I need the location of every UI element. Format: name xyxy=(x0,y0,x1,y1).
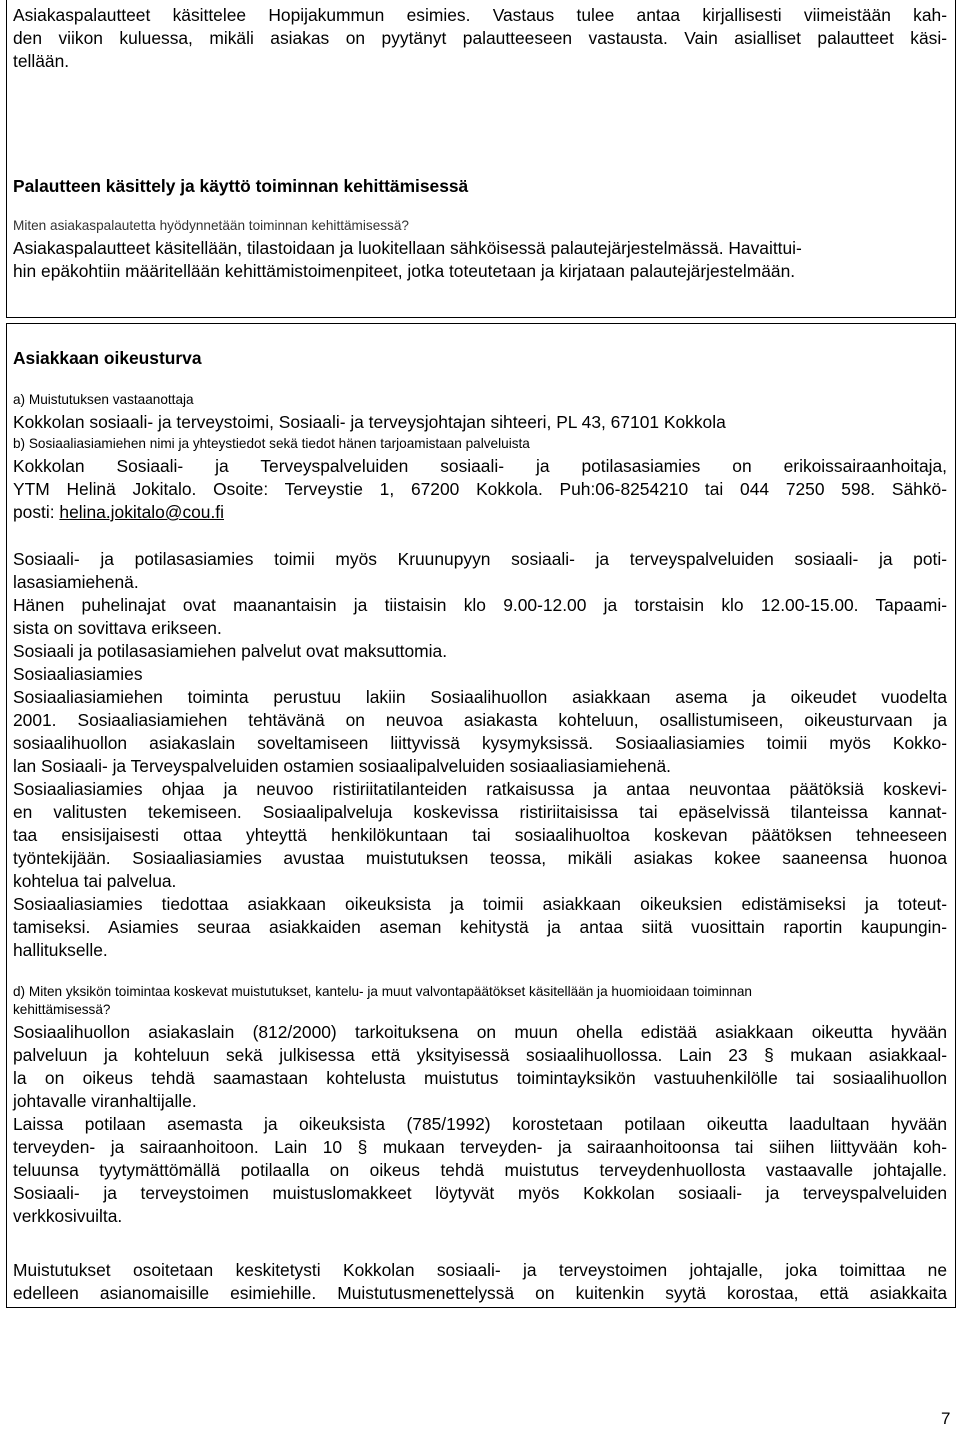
ombudsman-line-14: työntekijään. Sosiaaliasiamies avustaa muistutuksen teossa, mikäli asiakas kokee saaneensa huonoa xyxy=(13,848,947,868)
label-d-line-2: kehittämisessä? xyxy=(13,1002,111,1017)
intro-line-3: tellään. xyxy=(13,51,70,71)
ombudsman-line-10: lan Sosiaali- ja Terveyspalveluiden ostamien sosiaalipalveluiden sosiaaliasiamiehenä. xyxy=(13,756,672,776)
answer-b-line-3 xyxy=(13,501,947,524)
answer-d-line-8: Sosiaali- ja terveystoimen muistuslomakkeet löytyvät myös Kokkolan sosiaali- ja terveyspalveluiden xyxy=(13,1183,947,1203)
answer-d-line-6: terveyden- ja sairaanhoitoon. Lain 10 § mukaan terveyden- ja sairaanhoitoonsa tai siihen liittyvään koh- xyxy=(13,1137,947,1157)
page-number: 7 xyxy=(941,1409,951,1428)
ombudsman-line-7: Sosiaaliasiamiehen toiminta perustuu lakiin Sosiaalihuollon asiakkaan asema ja oikeudet vuodelta xyxy=(13,687,947,707)
email-link[interactable]: helina.jokitalo@cou.fi xyxy=(59,502,225,522)
answer-d-line-11: edelleen asianomaisille esimiehille. Muistutusmenettelyssä on kuitenkin syytä korostaa, että asiakkaita xyxy=(13,1283,947,1303)
answer-d-line-2: palveluun ja kohteluun sekä julkisessa että yksityisessä sosiaalihuollossa. Lain 23 § mukaan asiakkaal- xyxy=(13,1045,947,1065)
answer-d-line-7: teluunsa tyytymättömällä potilaalla on oikeus tehdä muistutus terveydenhuollosta vastaavalle johtajalle. xyxy=(13,1160,947,1180)
email-prefix: posti: xyxy=(13,502,60,522)
answer-d-line-1: Sosiaalihuollon asiakaslain (812/2000) tarkoituksena on muun ohella edistää asiakkaan oikeutta hyvään xyxy=(13,1022,947,1042)
answer-d-line-5: Laissa potilaan asemasta ja oikeuksista (785/1992) korostetaan potilaan oikeutta laadultaan hyvään xyxy=(13,1114,947,1134)
question-feedback: Miten asiakaspalautetta hyödynnetään toiminnan kehittämisessä? xyxy=(13,218,409,233)
answer-d-line-4: johtavalle viranhaltijalle. xyxy=(13,1091,197,1111)
feedback-answer-line-1: Asiakaspalautteet käsitellään, tilastoidaan ja luokitellaan sähköisessä palautejärjestelmässä. Havaittui- xyxy=(13,238,802,258)
label-b: b) Sosiaaliasiamiehen nimi ja yhteystiedot sekä tiedot hänen tarjoamistaan palveluista xyxy=(13,436,530,451)
ombudsman-line-3: Hänen puhelinajat ovat maanantaisin ja tiistaisin klo 9.00-12.00 ja torstaisin klo 12.00-15.00. Tapaami- xyxy=(13,595,947,615)
ombudsman-line-12: en valitusten tekemiseen. Sosiaalipalveluja koskevissa ristiriitaisissa tai epäselvissä tilanteissa kannat- xyxy=(13,802,947,822)
ombudsman-line-8: 2001. Sosiaaliasiamiehen tehtävänä on neuvoa asiakasta kohteluun, osallistumiseen, oikeusturvaan ja xyxy=(13,710,947,730)
answer-d-line-3: la on oikeus tehdä saamastaan kohtelusta muistutus toimintayksikön vastuuhenkilölle tai sosiaalihuollon xyxy=(13,1068,947,1088)
section-heading-feedback: Palautteen käsittely ja käyttö toiminnan kehittämisessä xyxy=(13,176,469,196)
ombudsman-line-11: Sosiaaliasiamies ohjaa ja neuvoo ristiriitatilanteiden ratkaisussa ja antaa neuvontaa päätöksiä koskevi- xyxy=(13,779,947,799)
intro-line-2: den viikon kuluessa, mikäli asiakas on pyytänyt palautteeseen vastausta. Vain asialliset palautteet käsi- xyxy=(13,28,947,48)
feedback-answer-line-2: hin epäkohtiin määritellään kehittämistoimenpiteet, jotka toteutetaan ja kirjataan palautejärjestelmään. xyxy=(13,261,796,281)
ombudsman-line-1: Sosiaali- ja potilasasiamies toimii myös Kruunupyyn sosiaali- ja terveyspalveluiden sosiaali- ja poti- xyxy=(13,549,947,569)
ombudsman-line-15: kohtelua tai palvelua. xyxy=(13,871,177,891)
answer-b-line-1: Kokkolan Sosiaali- ja Terveyspalveluiden sosiaali- ja potilasasiamies on erikoissairaanhoitaja, xyxy=(13,456,947,476)
ombudsman-line-6: Sosiaaliasiamies xyxy=(13,664,143,684)
ombudsman-line-16: Sosiaaliasiamies tiedottaa asiakkaan oikeuksista ja toimii asiakkaan oikeuksien edistämiseksi ja toteut- xyxy=(13,894,947,914)
ombudsman-line-13: taa ensisijaisesti ottaa yhteyttä henkilökuntaan tai sosiaalihuoltoa koskevan päätöksen tehneeseen xyxy=(13,825,947,845)
answer-d-line-9: verkkosivuilta. xyxy=(13,1206,123,1226)
ombudsman-line-18: hallitukselle. xyxy=(13,940,108,960)
ombudsman-line-9: sosiaalihuollon asiakaslain soveltamiseen liittyvissä kysymyksissä. Sosiaaliasiamies toimii myös Kokko- xyxy=(13,733,947,753)
label-a: a) Muistutuksen vastaanottaja xyxy=(13,392,194,407)
section-heading-legal: Asiakkaan oikeusturva xyxy=(13,348,202,368)
ombudsman-line-2: lasasiamiehenä. xyxy=(13,572,139,592)
answer-d-line-10: Muistutukset osoitetaan keskitetysti Kokkolan sosiaali- ja terveystoimen johtajalle, joka toimittaa ne xyxy=(13,1260,947,1280)
ombudsman-line-17: tamiseksi. Asiamies seuraa asiakkaiden aseman kehitystä ja antaa siitä vuosittain raportin kaupungin- xyxy=(13,917,947,937)
ombudsman-line-5: Sosiaali ja potilasasiamiehen palvelut ovat maksuttomia. xyxy=(13,641,448,661)
label-d-line-1: d) Miten yksikön toimintaa koskevat muistutukset, kantelu- ja muut valvontapäätökset käsitellään ja huomioidaan toiminnan xyxy=(13,984,752,999)
answer-a: Kokkolan sosiaali- ja terveystoimi, Sosiaali- ja terveysjohtajan sihteeri, PL 43, 67101 Kokkola xyxy=(13,412,726,432)
answer-b-line-2: YTM Helinä Jokitalo. Osoite: Terveystie 1, 67200 Kokkola. Puh:06-8254210 tai 044 7250 598. Sähkö- xyxy=(13,479,947,499)
ombudsman-line-4: sista on sovittava erikseen. xyxy=(13,618,222,638)
intro-line-1: Asiakaspalautteet käsittelee Hopijakummun esimies. Vastaus tulee antaa kirjallisesti viimeistään kah- xyxy=(13,5,947,25)
